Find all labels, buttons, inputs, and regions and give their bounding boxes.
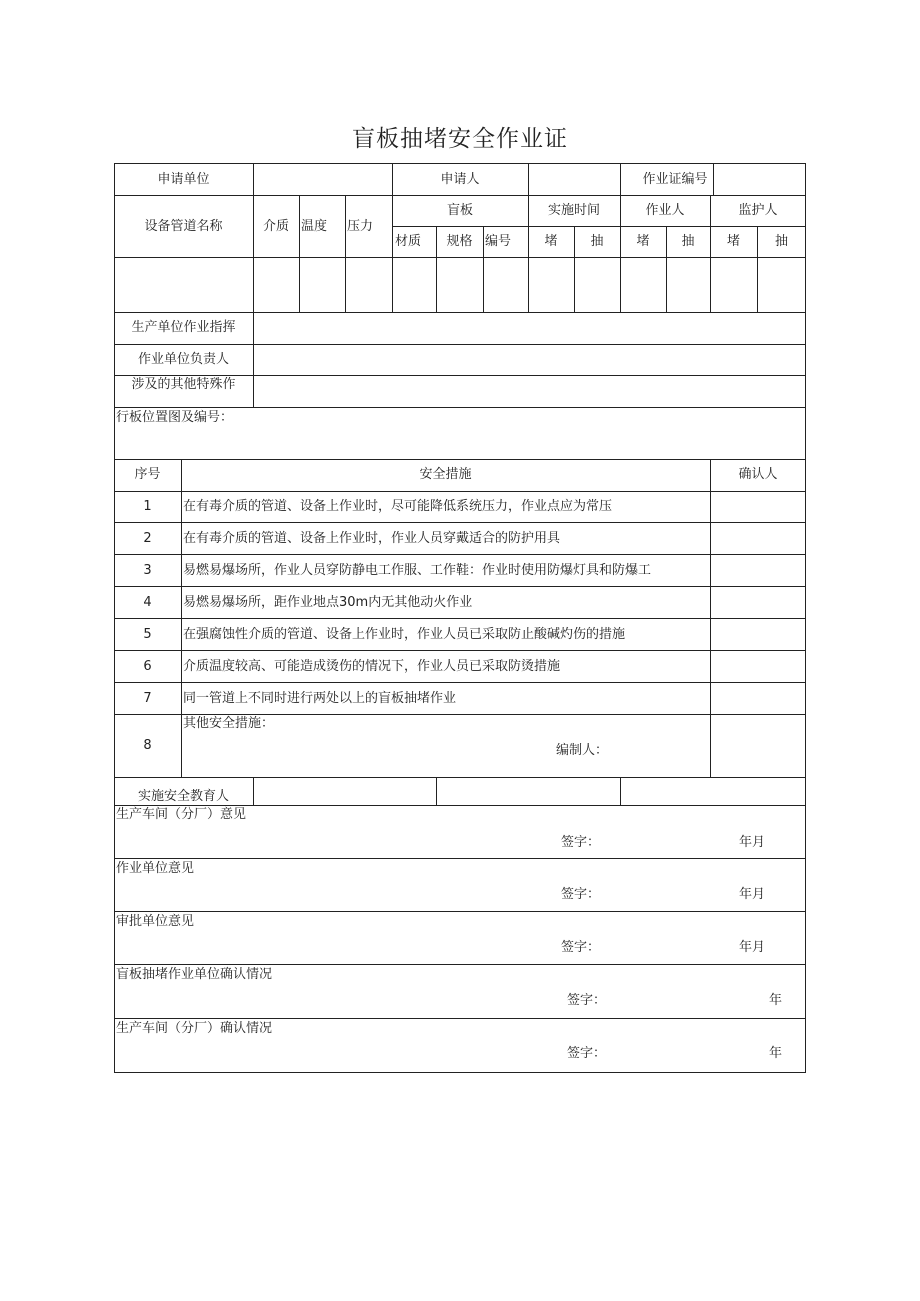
apply-unit-label: 申请单位 [157, 172, 210, 187]
signature-label: 签字： [561, 940, 601, 955]
measure-confirm-field[interactable] [711, 619, 805, 650]
number-label: 编号 [485, 234, 512, 249]
blind-label: 盲板 [446, 203, 473, 218]
other-special-work-label: 涉及的其他特殊作 [131, 377, 236, 392]
equipment-name-label: 设备管道名称 [144, 219, 223, 234]
education-person-field[interactable] [621, 778, 805, 805]
measure-seq: 1 [143, 499, 152, 514]
signature-label: 签字： [561, 835, 601, 850]
measure-text: 同一管道上不同时进行两处以上的盲板抽堵作业 [183, 691, 457, 706]
opinion-label: 作业单位意见 [116, 861, 195, 876]
prod-commander-field[interactable] [254, 313, 805, 344]
other-measures-label: 其他安全措施： [183, 716, 275, 731]
material-label: 材质 [395, 234, 422, 249]
education-person-field[interactable] [437, 778, 620, 805]
education-person-label: 实施安全教育人 [137, 789, 229, 804]
opinion-label: 盲板抽堵作业单位确认情况 [116, 967, 273, 982]
signature-label: 签字： [561, 887, 601, 902]
signature-label: 签字： [567, 1046, 607, 1061]
opinion-label: 生产车间（分厂）确认情况 [116, 1021, 273, 1036]
measure-seq: 4 [143, 595, 152, 610]
measure-text: 易燃易爆场所，距作业地点30m内无其他动火作业 [183, 595, 473, 610]
measure-confirm-field[interactable] [711, 492, 805, 522]
measure-confirm-field[interactable] [711, 651, 805, 682]
measure-seq: 2 [143, 531, 152, 546]
confirm-column-header: 确认人 [738, 467, 778, 482]
education-person-field[interactable] [254, 778, 436, 805]
measure-text: 介质温度较高、可能造成烫伤的情况下，作业人员已采取防烫措施 [183, 659, 561, 674]
work-leader-field[interactable] [254, 345, 805, 375]
time-plug-label: 堵 [544, 234, 558, 249]
measure-text: 在强腐蚀性介质的管道、设备上作业时，作业人员已采取防止酸碱灼伤的措施 [183, 627, 626, 642]
measure-confirm-field[interactable] [711, 683, 805, 714]
time-pull-label: 抽 [590, 234, 604, 249]
measure-seq: 6 [143, 659, 152, 674]
measure-seq: 5 [143, 627, 152, 642]
supervisor-pull-label: 抽 [774, 234, 788, 249]
measure-seq: 7 [143, 691, 152, 706]
date-label: 年月 [739, 940, 766, 955]
measure-confirm-field[interactable] [711, 715, 805, 777]
measure-confirm-field[interactable] [711, 555, 805, 586]
spec-label: 规格 [446, 234, 473, 249]
permit-number-label: 作业证编号 [642, 172, 708, 187]
operator-plug-label: 堵 [636, 234, 650, 249]
opinion-label: 审批单位意见 [116, 914, 195, 929]
measure-text: 在有毒介质的管道、设备上作业时，尽可能降低系统压力，作业点应为常压 [183, 499, 613, 514]
measure-seq: 3 [143, 563, 152, 578]
pressure-label: 压力 [347, 219, 374, 234]
implementation-time-label: 实施时间 [547, 203, 600, 218]
supervisor-plug-label: 堵 [726, 234, 740, 249]
measure-confirm-field[interactable] [711, 587, 805, 618]
page-title: 盲板抽堵安全作业证 [352, 126, 568, 152]
date-label: 年月 [739, 835, 766, 850]
supervisor-label: 监护人 [738, 203, 778, 218]
measure-text: 在有毒介质的管道、设备上作业时，作业人员穿戴适合的防护用具 [183, 531, 561, 546]
measure-seq: 8 [143, 738, 152, 753]
operator-pull-label: 抽 [681, 234, 695, 249]
measure-confirm-field[interactable] [711, 523, 805, 554]
date-label: 年 [769, 993, 783, 1008]
medium-label: 介质 [262, 219, 289, 234]
apply-unit-field[interactable] [254, 164, 391, 195]
measure-column-header: 安全措施 [419, 467, 472, 482]
signature-label: 签字： [567, 993, 607, 1008]
other-special-work-field[interactable] [254, 376, 805, 407]
applicant-field[interactable] [529, 164, 619, 195]
permit-number-field[interactable] [714, 164, 805, 195]
prod-commander-label: 生产单位作业指挥 [131, 320, 236, 335]
temperature-label: 温度 [301, 219, 328, 234]
opinion-label: 生产车间（分厂）意见 [116, 807, 247, 822]
operator-label: 作业人 [645, 203, 685, 218]
blind-location-label: 行板位置图及编号： [116, 410, 234, 425]
date-label: 年 [769, 1046, 783, 1061]
date-label: 年月 [739, 887, 766, 902]
measure-text: 易燃易爆场所，作业人员穿防静电工作服、工作鞋：作业时使用防爆灯具和防爆工 [183, 563, 652, 578]
applicant-label: 申请人 [440, 172, 480, 187]
work-leader-label: 作业单位负责人 [137, 352, 229, 367]
editor-label: 编制人： [556, 743, 609, 758]
seq-column-header: 序号 [134, 467, 161, 482]
